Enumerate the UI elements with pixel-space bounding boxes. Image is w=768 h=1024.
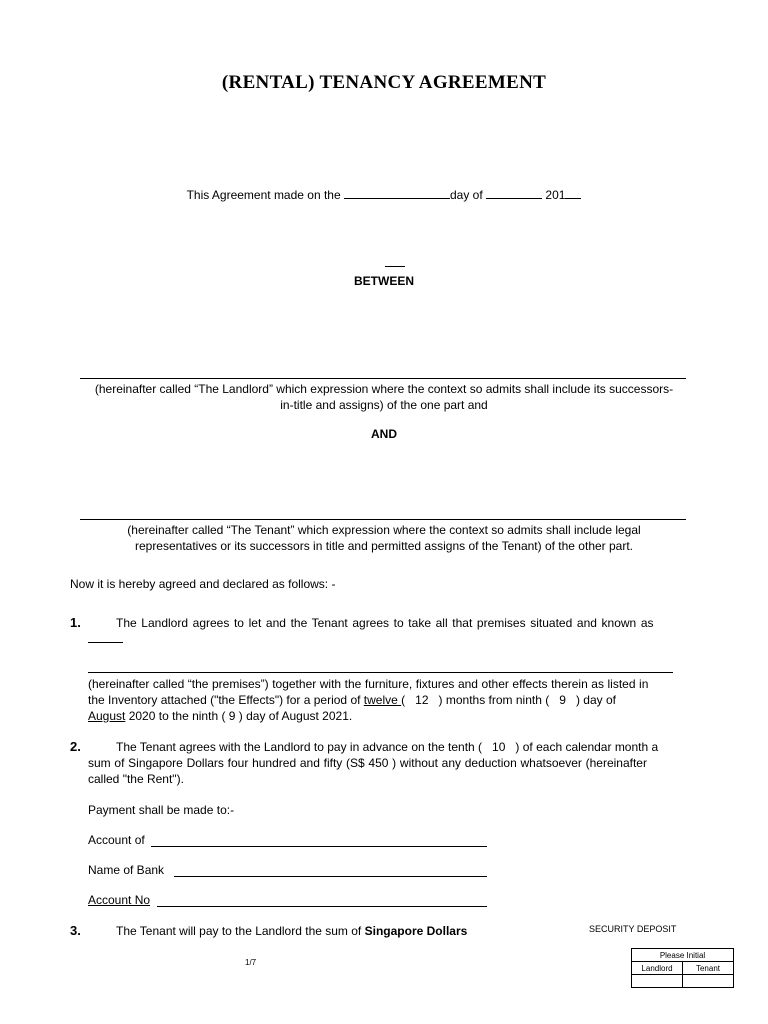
clause2-line1-a: The Tenant agrees with the Landlord to pay in advance on the tenth ( <box>116 740 483 754</box>
tenant-desc-line1: (hereinafter called “The Tenant” which expression where the context so admits shall include legal <box>127 523 641 537</box>
year-blank <box>565 198 581 199</box>
clause3-text: The Tenant will pay to the Landlord the sum of <box>116 924 362 938</box>
page-number: 1/7 <box>245 958 257 967</box>
clause2-line2: sum of Singapore Dollars four hundred and fifty (S$ 450 ) without any deduction whatsoever (hereinafter <box>88 756 647 770</box>
clause2-line3: called "the Rent"). <box>88 772 184 786</box>
account-no-label: Account No <box>88 893 151 907</box>
agreement-prefix: This Agreement made on the <box>186 188 341 202</box>
agreement-year-prefix: 201 <box>545 188 566 202</box>
initial-box-tenant-cell[interactable] <box>683 975 734 988</box>
month-blank <box>486 198 542 199</box>
landlord-desc-line1: (hereinafter called “The Landlord” which expression where the context so admits shall include its successors- <box>94 382 674 396</box>
bank-name-label: Name of Bank <box>88 863 165 877</box>
initial-box-tenant-label: Tenant <box>683 962 734 975</box>
account-no-field <box>157 906 487 907</box>
initial-box <box>631 948 734 988</box>
clause1-text: The Landlord agrees to let and the Tenant agrees to take all that premises situated and known as <box>116 616 654 630</box>
between-heading: BETWEEN <box>354 274 414 288</box>
tenant-name-line <box>80 519 686 520</box>
tenant-desc-line2: representatives or its successors in title and permitted assigns of the Tenant) of the other part. <box>134 539 634 553</box>
clause1-line2-b: months from ninth ( <box>445 693 550 707</box>
initial-box-landlord-label: Landlord <box>632 962 683 975</box>
clause2-line1 <box>116 740 658 754</box>
clause1-premises-blank-short <box>88 642 123 643</box>
start-day-number: 9 <box>559 693 566 707</box>
period-number: 12 <box>415 693 429 707</box>
agreement-mid: day of <box>450 188 483 202</box>
security-deposit-label: SECURITY DEPOSIT <box>589 924 677 934</box>
clause3-bold-text: Singapore Dollars <box>364 924 468 938</box>
start-month: August <box>88 709 126 723</box>
payment-label: Payment shall be made to:- <box>88 803 235 817</box>
clause1-number: 1. <box>70 615 81 630</box>
initial-box-landlord-cell[interactable] <box>632 975 683 988</box>
clause1-premises-line3-wrap <box>88 709 352 723</box>
clause3-number: 3. <box>70 923 81 938</box>
clause3-text-wrap <box>116 924 467 938</box>
clause1-premises-line <box>88 672 673 673</box>
clause1-line2-a: the Inventory attached ("the Effects") for a period of <box>88 693 361 707</box>
date-blank <box>344 198 450 199</box>
clause1-premises-line2: the Inventory attached ("the Effects") for a period of twelve ( 12 ) months from ninth ( 9 ) day of <box>88 693 616 707</box>
bank-name-field <box>174 876 487 877</box>
clause1-line2-c: ) day of <box>575 693 616 707</box>
agreement-date-line <box>0 188 768 202</box>
landlord-name-line <box>80 378 686 379</box>
clause2-number: 2. <box>70 739 81 754</box>
clause1-premises-line3: 2020 to the ninth ( 9 ) day of August 2021. <box>128 709 353 723</box>
between-dash <box>385 266 405 267</box>
document-title: (RENTAL) TENANCY AGREEMENT <box>221 72 547 93</box>
account-of-field <box>151 846 487 847</box>
and-heading: AND <box>371 427 397 441</box>
period-words: twelve <box>363 693 398 707</box>
clause2-line1-b: ) of each calendar month a <box>515 740 659 754</box>
rent-day-number: 10 <box>492 740 506 754</box>
landlord-desc-line2: in-title and assigns) of the one part and <box>280 398 488 412</box>
clause1-premises-line1: (hereinafter called “the premises”) together with the furniture, fixtures and other effects therein as listed in <box>88 677 649 691</box>
initial-box-header: Please Initial <box>632 949 734 962</box>
intro-text: Now it is hereby agreed and declared as follows: - <box>70 577 336 591</box>
account-of-label: Account of <box>88 833 145 847</box>
